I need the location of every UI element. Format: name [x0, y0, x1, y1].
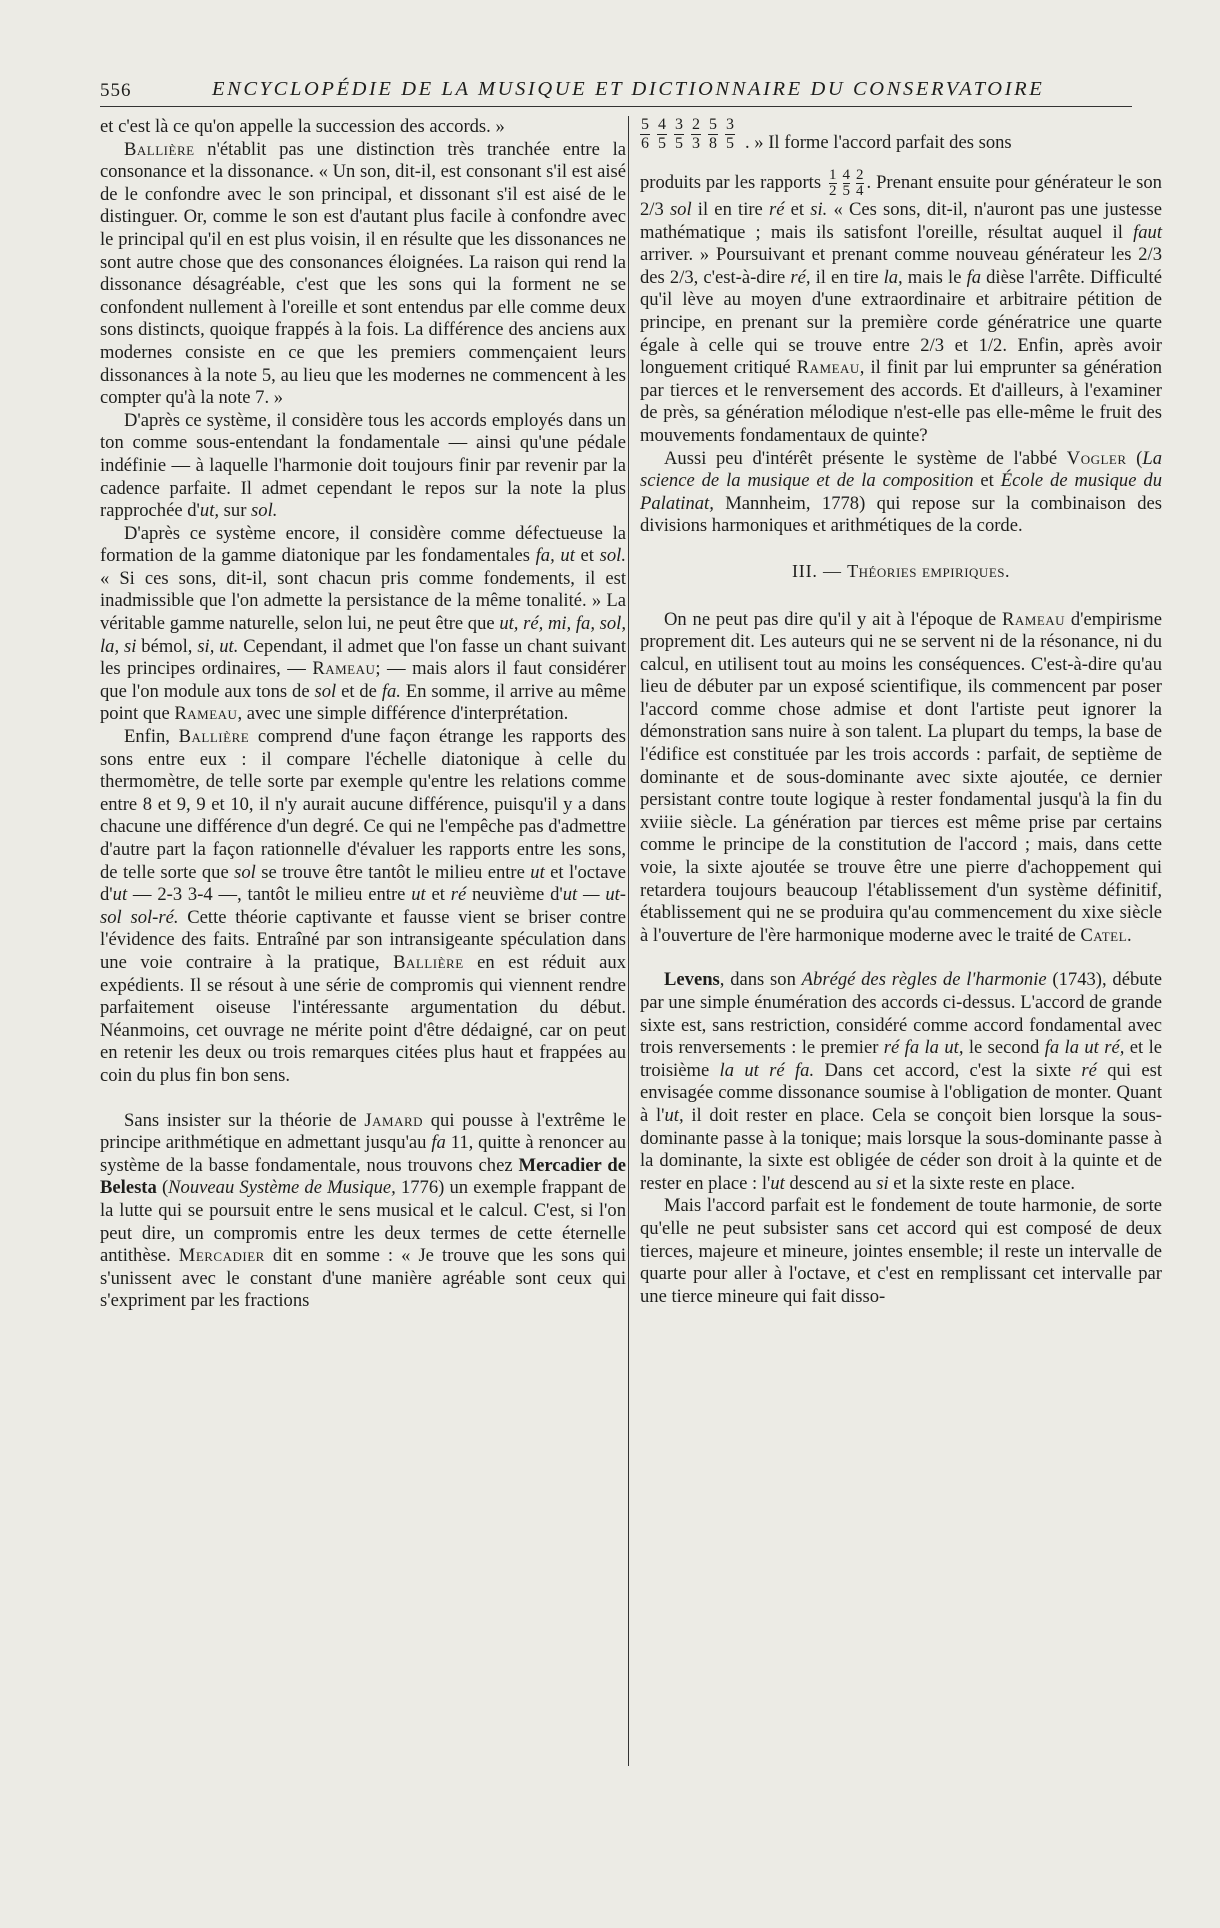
fraction: $\frac{2}{4}$ [856, 167, 864, 199]
fraction: $\frac{5}{6}$ [641, 116, 649, 152]
paragraph: produits par les rapports $\frac{1}{2}$ $\frac{4}{5}$ $\frac{2}{4}$ . Prenant ensuite pour générateur le son 2/3 sol il en tire ré et si. « Ces sons, dit-il, n'auront pas une justesse mathématique ; mais ils satisfont l'oreille, résultat auquel il faut arriver. » Poursuivant et prenant comme nouveau générateur les 2/3 des 2/3, c'est-à-dire ré, il en tire la, mais le fa dièse l'arrête. Difficulté qu'il lève au moyen d'une extraordinaire et arbitraire pétition de principe, en prenant sur la première corde génératrice une quarte égale à celle qui se trouve entre 2/3 et 1/2. Enfin, après avoir longuement critiqué Rameau, il finit par lui emprunter sa génération par tierces et le renversement des accords. Et d'ailleurs, à l'examiner de près, sa génération mélodique n'est-elle pas elle-même le fruit des mouvements fondamentaux de quinte? [640, 167, 1162, 446]
author-name: Ballière [178, 726, 250, 748]
right-column [640, 116, 1162, 1308]
paragraph: Mais l'accord parfait est le fondement de toute harmonie, de sorte qu'elle ne peut subsister sans cet accord qui est composé de deux tierces, majeure et mineure, jointes ensemble; il reste un intervalle de quarte pour aller à l'octave, et c'est en remplissant cet intervalle par une tierce mineure qui fait disso- [640, 1195, 1162, 1307]
author-name: Rameau [796, 357, 860, 379]
author-name: Ballière [393, 951, 464, 973]
paragraph: Sans insister sur la théorie de Jamard qui pousse à l'extrême le principe arithmétique en admettant jusqu'au fa 11, quitte à renoncer au système de la basse fondamentale, nous trouvons chez Mercadier de Belesta (Nouveau Système de Musique, 1776) un exemple frappant de la lutte qui se poursuit entre le sens musical et le calcul. C'est, si l'on peut dire, un compromis entre les deux termes de cette éternelle antithèse. Mercadier dit en somme : « Je trouve que les sons qui s'unissent avec le constant d'une manière agréable sont ceux qui s'expriment par les fractions [100, 1109, 626, 1312]
fraction: $\frac{2}{3}$ [692, 116, 700, 152]
author-name: Jamard [364, 1109, 424, 1131]
author-name: Mercadier [178, 1245, 265, 1267]
running-title: ENCYCLOPÉDIE DE LA MUSIQUE ET DICTIONNAIRE DU CONSERVATOIRE [212, 78, 1045, 100]
author-name: Mercadier de Belesta [100, 1154, 626, 1199]
paragraph: Enfin, Ballière comprend d'une façon étrange les rapports des sons entre eux : il compare l'échelle diatonique à celle du thermomètre, de telle sorte par exemple qu'entre les relations comme entre 8 et 9, 9 et 10, il n'y aurait aucune différence, puisqu'il y a dans chacune une différence d'un degré. Ce qui ne l'empêche pas d'admettre d'autre part la façon rationnelle d'évaluer les rapports entre les sons, de telle sorte que sol se trouve être tantôt le milieu entre ut et l'octave d'ut — 2-3 3-4 —, tantôt le milieu entre ut et ré neuvième d'ut — ut-sol sol-ré. Cette théorie captivante et fausse vient se briser contre l'évidence des faits. Entraîné par son intransigeante spéculation dans une voie contraire à la pratique, Ballière en est réduit aux expédients. Il se résout à une série de compromis qui viennent rendre parfaitement oiseuse l'intéressante argumentation du début. Néanmoins, cet ouvrage ne mérite point d'être dédaigné, car on peut en retenir les deux ou trois remarques citées plus haut et frappées au coin du plus fin bon sens. [100, 726, 626, 1086]
section-heading: III. — Théories empiriques. [792, 560, 1010, 581]
left-column [100, 116, 626, 1313]
paragraph: Levens, dans son Abrégé des règles de l'harmonie (1743), débute par une simple énumération des accords ci-dessus. L'accord de grande sixte est, sans restriction, considéré comme accord fondamental avec trois renversements : le premier ré fa la ut, le second fa la ut ré, et le troisième la ut ré fa. Dans cet accord, c'est la sixte ré qui est envisagée comme dissonance soumise à l'obligation de monter. Quant à l'ut, il doit rester en place. Cela se conçoit bien lorsque la sous-dominante passe à la tonique; mais lorsque la sous-dominante passe à la dominante, la sixte est obligée de céder son droit à la quinte et de rester en place : l'ut descend au si et la sixte reste en place. [640, 969, 1162, 1194]
author-name: Rameau [174, 703, 238, 725]
fraction: $\frac{4}{5}$ [658, 116, 666, 152]
fraction: $\frac{4}{5}$ [842, 167, 850, 199]
fraction: $\frac{3}{5}$ [675, 116, 683, 152]
paragraph: D'après ce système encore, il considère comme défectueuse la formation de la gamme diatonique par les fondamentales fa, ut et sol. « Si ces sons, dit-il, sont chacun pris comme fondements, il est inadmissible que l'on admette la persistance de la même tonalité. » La véritable gamme naturelle, selon lui, ne peut être que ut, ré, mi, fa, sol, la, si bémol, si, ut. Cependant, il admet que l'on fasse un chant suivant les principes ordinaires, — Rameau; — mais alors il faut considérer que l'on module aux tons de sol et de fa. En somme, il arrive au même point que Rameau, avec une simple différence d'interprétation. [100, 522, 627, 725]
paragraph: et c'est là ce qu'on appelle la succession des accords. » [100, 116, 505, 137]
author-name: Catel [1080, 924, 1128, 946]
fraction-list [640, 116, 735, 153]
author-name: Rameau [312, 658, 376, 680]
paragraph: On ne peut pas dire qu'il y ait à l'époque de Rameau d'empirisme proprement dit. Les auteurs qui ne se servent ni de la résonance, ni du calcul, en utilisent tout au moins les conséquences. C'est-à-dire qu'au lieu de débuter par un exposé scientifique, ils commencent par poser l'accord comme chose admise et dont l'artiste peut ignorer la démonstration sans nuire à son talent. La plupart du temps, la base de l'édifice est constituée par les trois accords : parfait, de septième de dominante et de sous-dominante avec sixte ajoutée, ce dernier persistant contre toute logique à rester fondamental jusqu'à la fin du xviiie siècle. La génération par tierces est même prise par certains comme le principe de la constitution de l'accord ; mais, dans cette voie, la sixte ajoutée se trouve être une pierre d'achoppement qui retardera toujours beaucoup l'établissement d'un système définitif, établissement qui ne se produira qu'au commencement du xixe siècle à l'ouverture de l'ère harmonique moderne avec le traité de Catel. [640, 608, 1162, 946]
author-name: Ballière [124, 138, 195, 160]
fraction-caption: . » Il forme l'accord parfait des sons [745, 132, 1012, 153]
column-divider [628, 116, 629, 1766]
author-name: Levens [664, 969, 720, 991]
fraction-row [640, 116, 1162, 164]
page-number: 556 [100, 80, 132, 101]
paragraph: Ballière n'établit pas une distinction très tranchée entre la consonance et la dissonance. « Un son, dit-il, est consonant s'il est aisé de le confondre avec le son principal, et dissonant s'il est aisé de le distinguer. Or, comme le son est d'autant plus facile à confondre avec le principal qu'il en est plus voisin, il en résulte que les dissonances ne sont autre chose que des consonances éloignées. La raison qui rend la dissonance désagréable, c'est que les sons qui la forment ne se confondent nullement à l'oreille et sont entendus par elle comme deux sons distincts, quoique frappés à la fois. La différence des anciens aux modernes consiste en ce que les premiers commençaient leurs dissonances à la note 5, au lieu que les modernes ne commencent à les compter qu'à la note 7. » [100, 138, 626, 409]
fraction: $\frac{1}{2}$ [829, 167, 837, 199]
running-header [100, 76, 1132, 107]
paragraph: D'après ce système, il considère tous les accords employés dans un ton comme sous-entendant la fondamentale — ainsi qu'une pédale indéfinie — à laquelle l'harmonie doit toujours finir par revenir par la cadence parfaite. Il admet cependant le repos sur la note la plus rapprochée d'ut, sur sol. [100, 409, 626, 522]
author-name: Vogler [1066, 447, 1127, 469]
author-name: Rameau [1001, 608, 1066, 630]
fraction: $\frac{5}{8}$ [709, 116, 717, 152]
paragraph: Aussi peu d'intérêt présente le système de l'abbé Vogler (La science de la musique et de la composition et École de musique du Palatinat, Mannheim, 1778) qui repose sur la combinaison des divisions harmoniques et arithmétiques de la corde. [640, 447, 1163, 537]
fraction: $\frac{3}{5}$ [726, 116, 734, 152]
